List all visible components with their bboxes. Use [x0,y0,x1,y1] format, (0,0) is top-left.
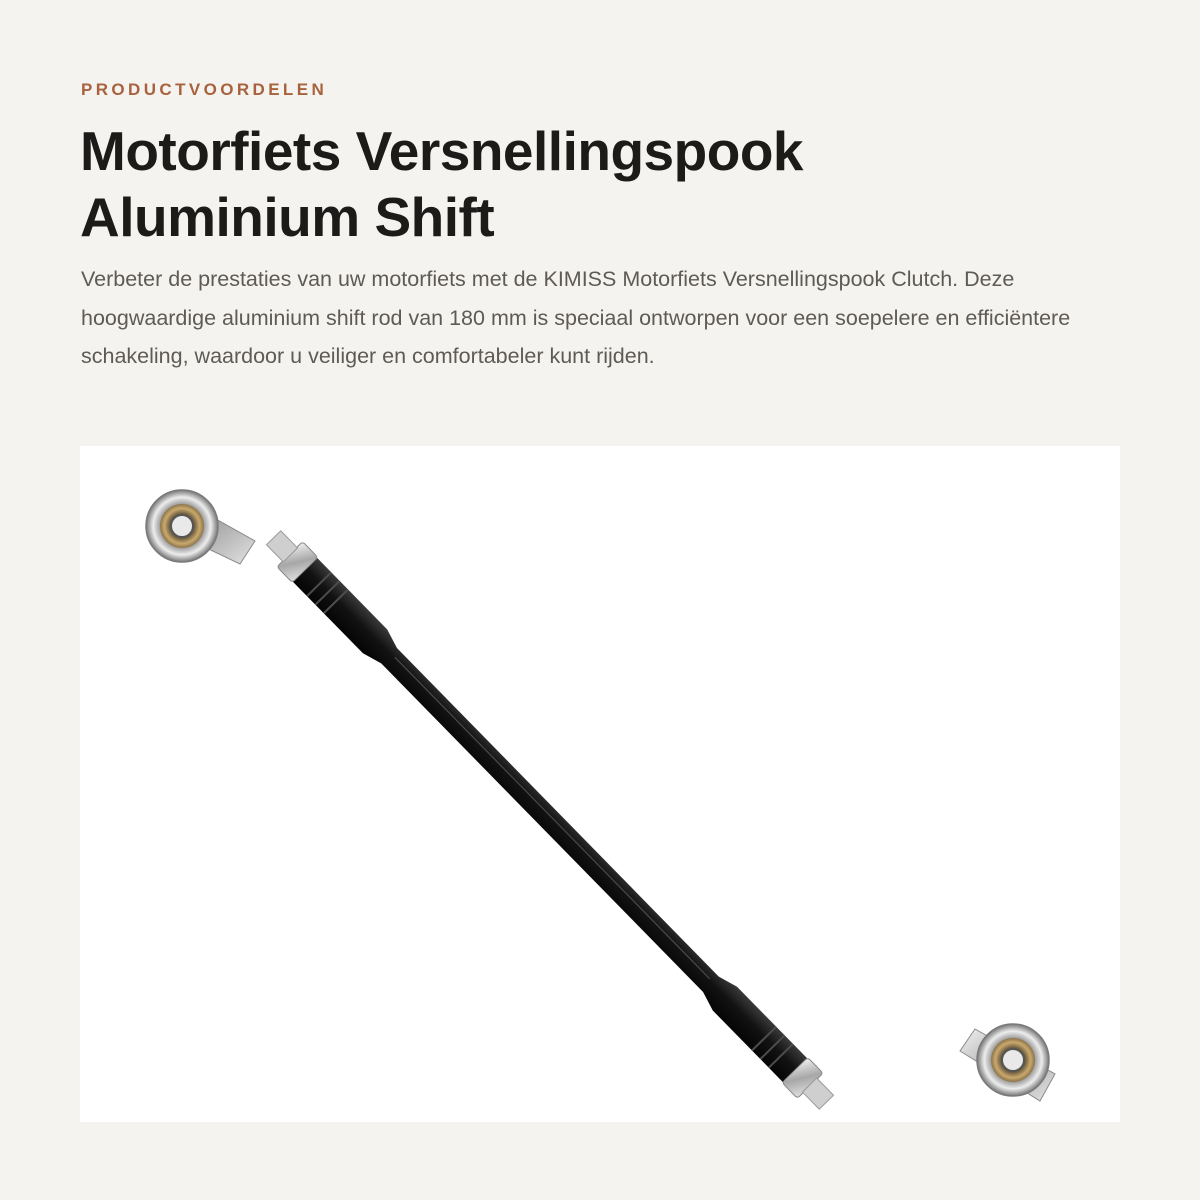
section-eyebrow: PRODUCTVOORDELEN [81,80,328,99]
product-description: Verbeter de prestaties van uw motorfiets met de KIMISS Motorfiets Versnellingspook Clutch. Deze hoogwaardige aluminium shift rod van 180 mm is speciaal ontworpen voor een soepelere en efficiëntere schakeling, waardoor u veiliger en comfortabeler kunt rijden. [81,267,1071,368]
product-image [80,446,1120,1122]
rod-end-bottom [960,1024,1055,1101]
rod-end-top [146,490,255,564]
product-title: Motorfiets Versnellingspook Aluminium Shift [80,120,804,248]
shift-rod-photo [80,446,1120,1122]
